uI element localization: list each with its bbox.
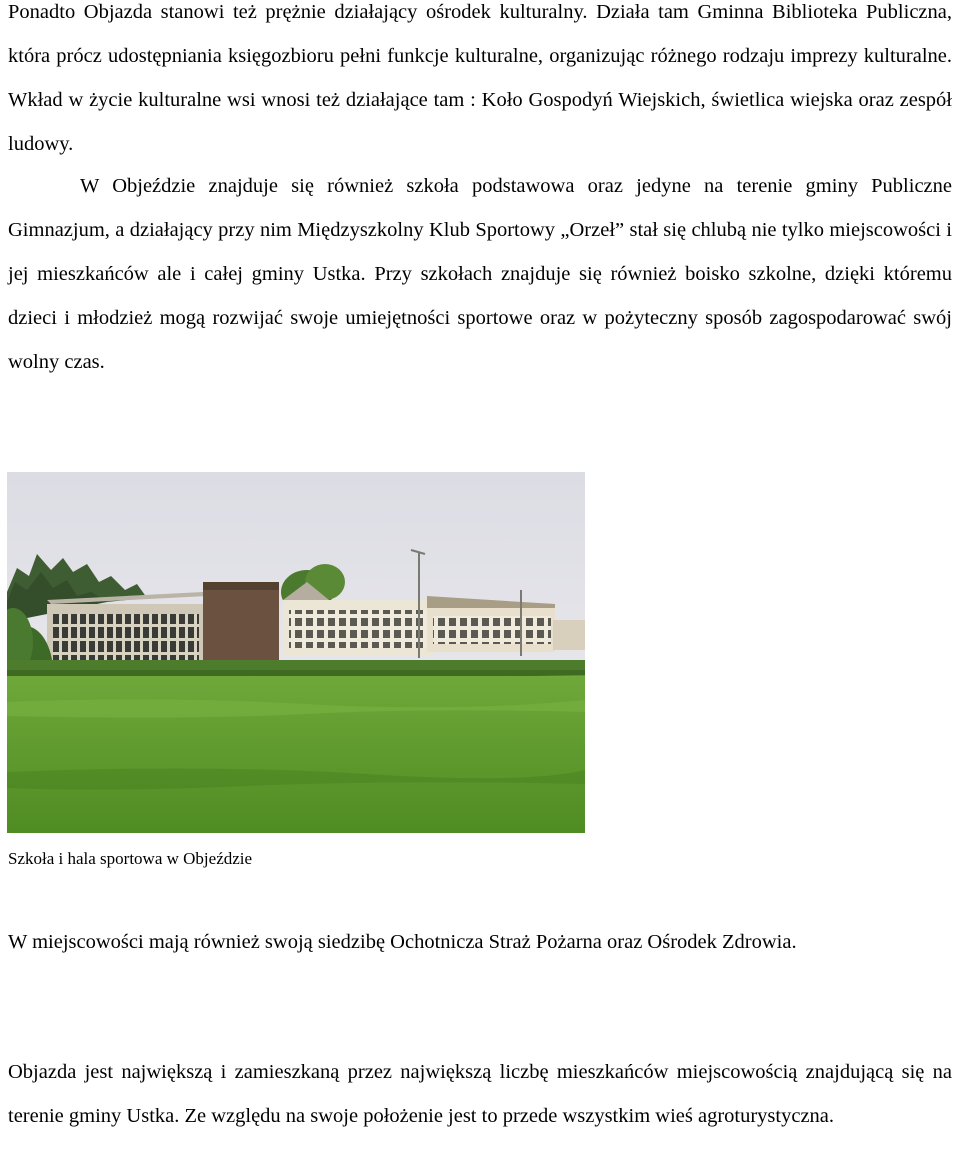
paragraph-fire-station: W miejscowości mają również swoją siedzibę Ochotnicza Straż Pożarna oraz Ośrodek Zdrowia.: [8, 931, 797, 953]
paragraph-cultural-center: Ponadto Objazda stanowi też prężnie działający ośrodek kulturalny. Działa tam Gminna Biblioteka Publiczna, która prócz udostępniania księgozbioru pełni funkcje kulturalne, organizując różnego rodzaju imprezy kulturalne. Wkład w życie kulturalne wsi wnosi też działające tam : Koło Gospodyń Wiejskich, świetlica wiejska oraz zespół ludowy.: [8, 1, 952, 155]
photo-caption: Szkoła i hala sportowa w Objeździe: [8, 849, 253, 868]
school-photo: [7, 472, 585, 833]
paragraph-school: W Objeździe znajduje się również szkoła podstawowa oraz jedyne na terenie gminy Publiczne Gimnazjum, a działający przy nim Międzyszkolny Klub Sportowy „Orzeł” stał się chlubą nie tylko miejscowości i jej mieszkańców ale i całej gminy Ustka. Przy szkołach znajduje się również boisko szkolne, dzięki któremu dzieci i młodzież mogą rozwijać swoje umiejętności sportowe oraz w pożyteczny sposób zagospodarować swój wolny czas.: [8, 175, 952, 373]
paragraph-agrotourism: Objazda jest największą i zamieszkaną przez największą liczbę mieszkańców miejscowością znajdującą się na terenie gminy Ustka. Ze względu na swoje położenie jest to przede wszystkim wieś agroturystyczna.: [8, 1061, 952, 1127]
